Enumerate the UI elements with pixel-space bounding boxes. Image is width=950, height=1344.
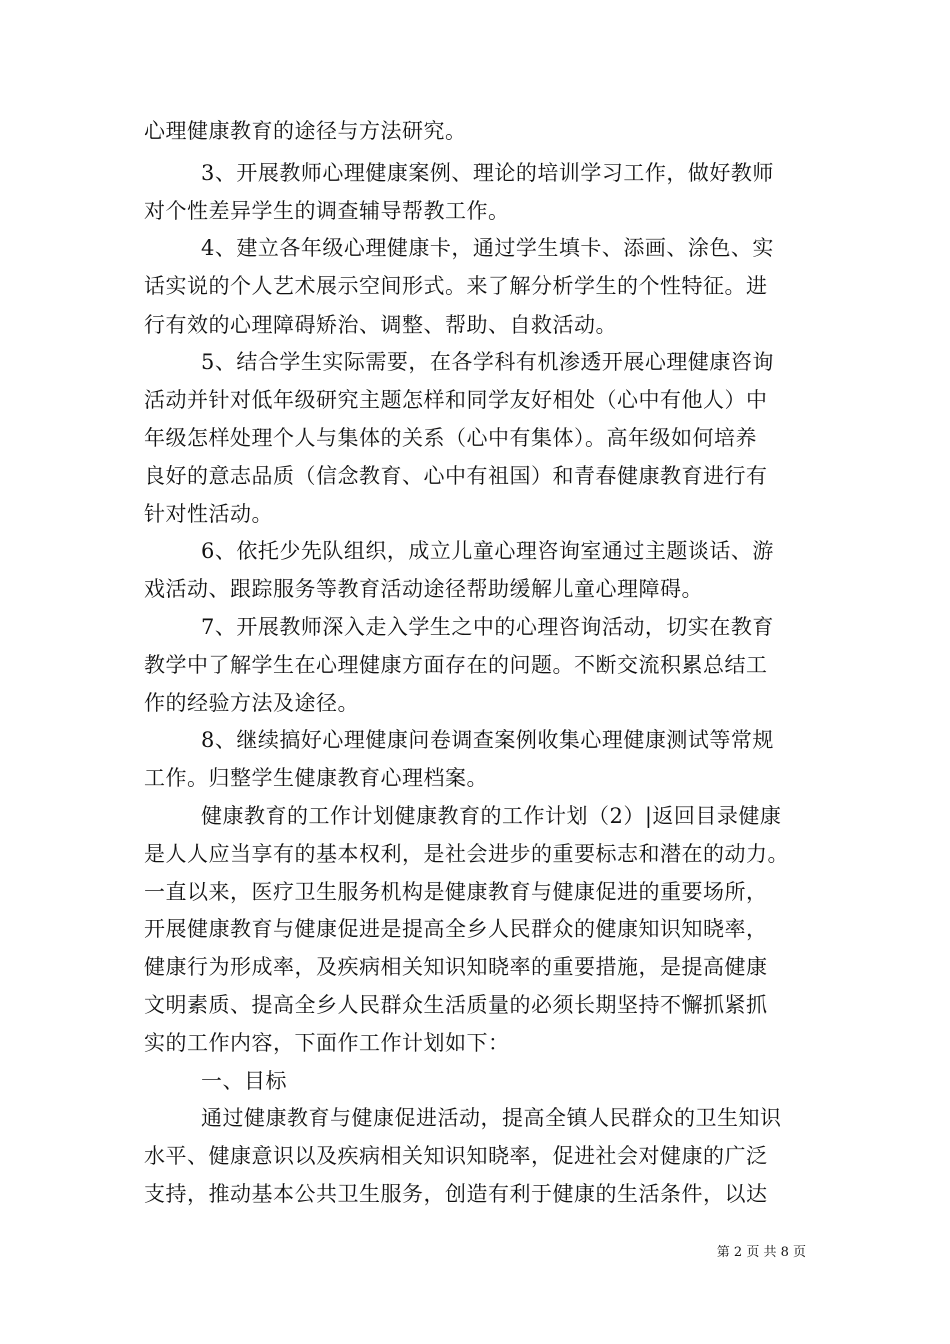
text-line: 行有效的心理障碍矫治、调整、帮助、自救活动。 xyxy=(144,313,617,337)
text-line: 活动并针对低年级研究主题怎样和同学友好相处（心中有他人）中 xyxy=(144,388,768,412)
text-line: 6、依托少先队组织，成立儿童心理咨询室通过主题谈话、游 xyxy=(201,539,774,563)
text-line: 心理健康教育的途径与方法研究。 xyxy=(144,119,467,143)
text-line: 5、结合学生实际需要，在各学科有机渗透开展心理健康咨询 xyxy=(201,350,774,374)
text-line: 健康行为形成率，及疾病相关知识知晓率的重要措施，是提高健康 xyxy=(144,955,768,979)
text-line: 教学中了解学生在心理健康方面存在的问题。不断交流积累总结工 xyxy=(144,653,768,677)
text-line: 4、建立各年级心理健康卡，通过学生填卡、添画、涂色、实 xyxy=(201,236,774,260)
text-line: 水平、健康意识以及疾病相关知识知晓率，促进社会对健康的广泛 xyxy=(144,1144,768,1168)
text-line: 实的工作内容，下面作工作计划如下： xyxy=(144,1031,510,1055)
text-line: 话实说的个人艺术展示空间形式。来了解分析学生的个性特征。进 xyxy=(144,274,768,298)
text-line: 年级怎样处理个人与集体的关系（心中有集体）。高年级如何培养 xyxy=(144,426,757,450)
text-line: 健康教育的工作计划健康教育的工作计划（2）|返回目录健康 xyxy=(201,804,782,828)
page-number: 第 2 页 共 8 页 xyxy=(716,1245,806,1260)
text-line: 3、开展教师心理健康案例、理论的培训学习工作，做好教师 xyxy=(201,161,774,185)
text-line: 8、继续搞好心理健康问卷调查案例收集心理健康测试等常规 xyxy=(201,728,774,752)
text-line: 良好的意志品质（信念教育、心中有祖国）和青春健康教育进行有 xyxy=(144,464,768,488)
text-line: 针对性活动。 xyxy=(144,502,273,526)
text-line: 通过健康教育与健康促进活动，提高全镇人民群众的卫生知识 xyxy=(201,1106,782,1130)
text-line: 对个性差异学生的调查辅导帮教工作。 xyxy=(144,199,510,223)
text-line: 文明素质、提高全乡人民群众生活质量的必须长期坚持不懈抓紧抓 xyxy=(144,993,768,1017)
text-line: 是人人应当享有的基本权利，是社会进步的重要标志和潜在的动力。 xyxy=(144,842,789,866)
section-heading: 一、目标 xyxy=(201,1069,287,1093)
text-line: 一直以来，医疗卫生服务机构是健康教育与健康促进的重要场所， xyxy=(144,880,768,904)
text-line: 戏活动、跟踪服务等教育活动途径帮助缓解儿童心理障碍。 xyxy=(144,577,703,601)
text-line: 支持，推动基本公共卫生服务，创造有利于健康的生活条件，以达 xyxy=(144,1182,768,1206)
text-line: 作的经验方法及途径。 xyxy=(144,691,359,715)
text-line: 7、开展教师深入走入学生之中的心理咨询活动，切实在教育 xyxy=(201,615,774,639)
text-line: 工作。归整学生健康教育心理档案。 xyxy=(144,766,488,790)
text-line: 开展健康教育与健康促进是提高全乡人民群众的健康知识知晓率， xyxy=(144,917,768,941)
